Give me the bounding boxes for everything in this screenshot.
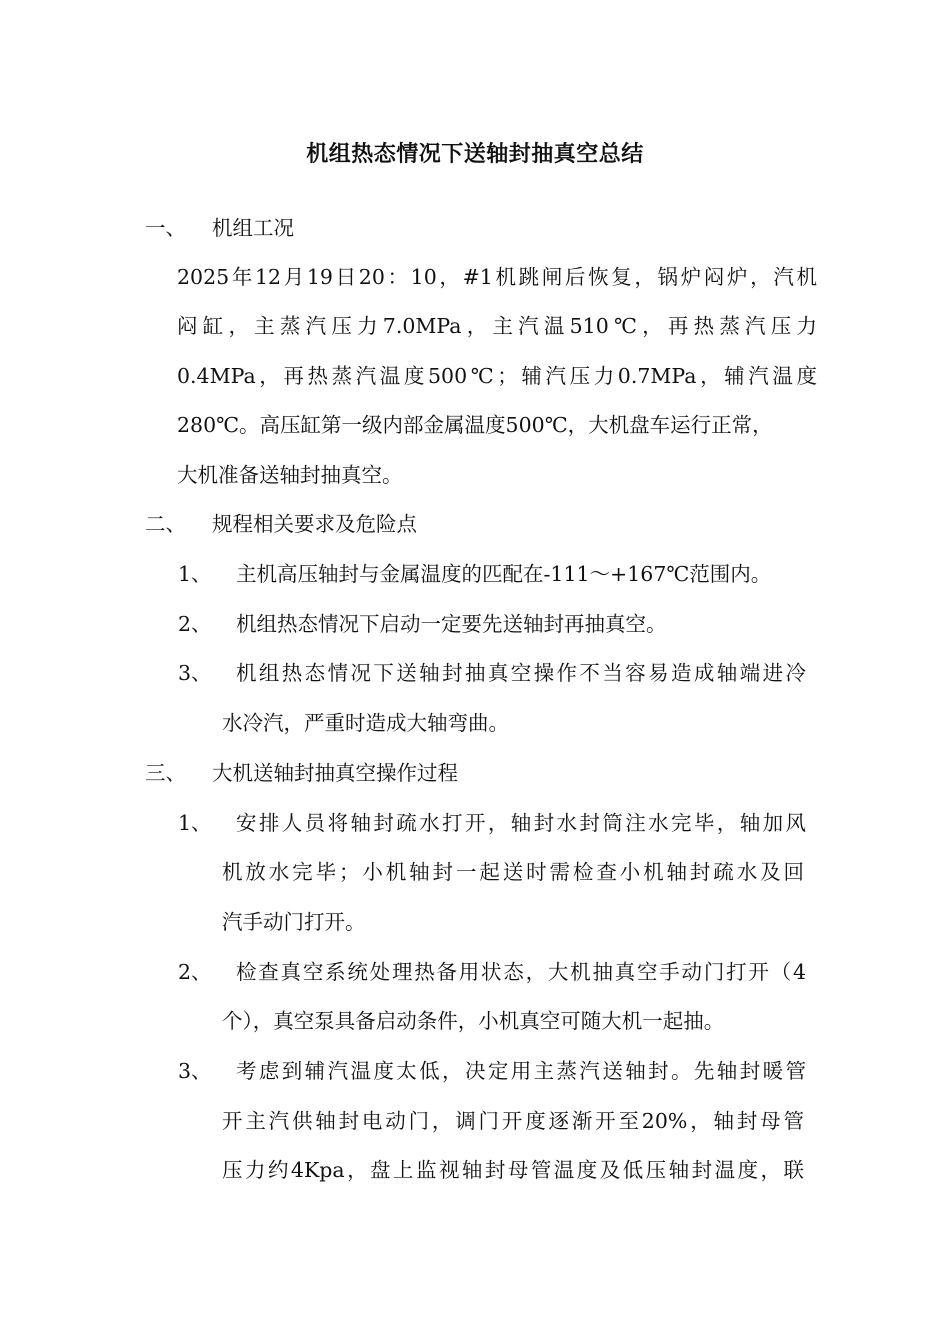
item-number: 3、 [178,1059,212,1083]
item-number: 2、 [178,612,212,636]
section-heading: 规程相关要求及危险点 [212,512,417,536]
paragraph-line: 280℃。高压缸第一级内部金属温度500℃，大机盘车运行正常， [177,413,773,437]
item-text-continuation: 机放水完毕；小机轴封一起送时需检查小机轴封疏水及回 [222,860,804,884]
paragraph-line: 大机准备送轴封抽真空。 [177,463,403,487]
item-number: 2、 [178,960,212,984]
paragraph-line: 0.4MPa，再热蒸汽温度500℃；辅汽压力0.7MPa，辅汽温度 [177,364,817,388]
document-title: 机组热态情况下送轴封抽真空总结 [306,141,644,167]
item-text-continuation: 压力约4Kpa，盘上监视轴封母管温度及低压轴封温度，联 [222,1158,804,1182]
paragraph-line: 闷缸，主蒸汽压力7.0MPa，主汽温510℃，再热蒸汽压力 [177,314,817,338]
item-text-continuation: 汽手动门打开。 [222,910,366,934]
item-text-continuation: 开主汽供轴封电动门，调门开度逐渐开至20%，轴封母管 [222,1109,804,1133]
section-heading: 机组工况 [212,216,294,240]
item-text: 机组热态情况下送轴封抽真空操作不当容易造成轴端进冷 [236,661,806,685]
section-number: 三、 [145,761,186,785]
paragraph-line: 2025年12月19日20：10，#1机跳闸后恢复，锅炉闷炉，汽机 [177,265,817,289]
section-number: 二、 [145,512,186,536]
item-text: 检查真空系统处理热备用状态，大机抽真空手动门打开（4 [236,960,806,984]
item-text: 机组热态情况下启动一定要先送轴封再抽真空。 [236,612,667,636]
item-number: 1、 [178,811,212,835]
item-text-continuation: 个），真空泵具备启动条件，小机真空可随大机一起抽。 [222,1009,725,1033]
item-number: 1、 [178,562,212,586]
section-heading: 大机送轴封抽真空操作过程 [212,761,458,785]
item-number: 3、 [178,661,212,685]
item-text: 主机高压轴封与金属温度的匹配在-111～+167℃范围内。 [236,562,772,586]
item-text: 安排人员将轴封疏水打开，轴封水封筒注水完毕，轴加风 [236,811,806,835]
section-number: 一、 [145,216,186,240]
item-text: 考虑到辅汽温度太低，决定用主蒸汽送轴封。先轴封暖管 [236,1059,806,1083]
item-text-continuation: 水冷汽，严重时造成大轴弯曲。 [222,711,509,735]
